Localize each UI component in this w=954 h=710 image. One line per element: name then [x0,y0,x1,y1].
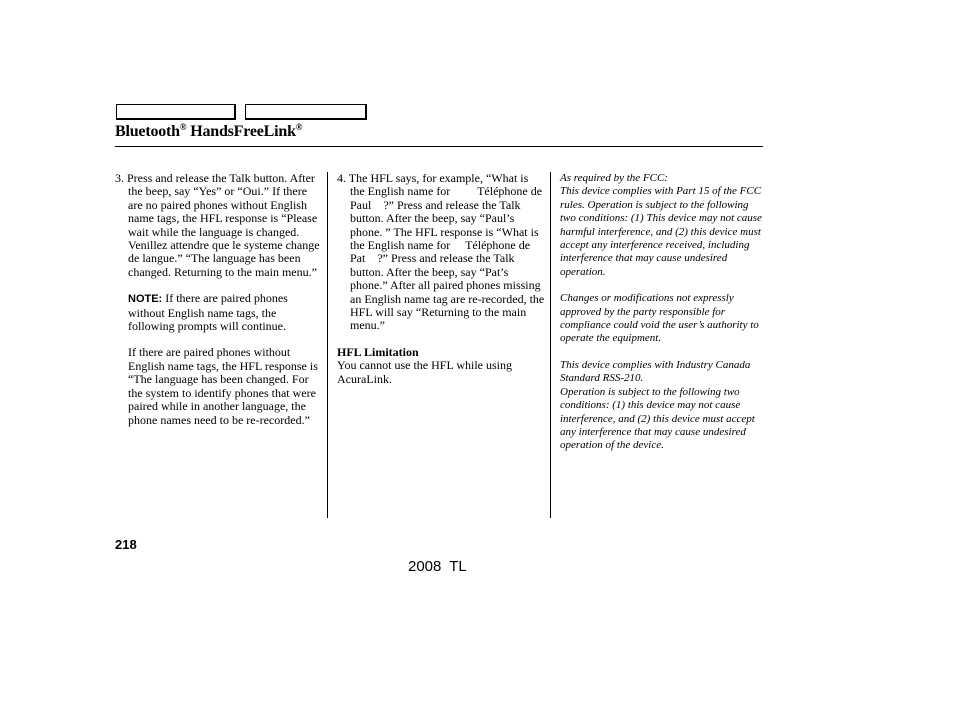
column-right [560,172,765,453]
header-tab-right [245,104,367,120]
column-divider [550,172,551,518]
step-3: 3. Press and release the Talk button. After the beep, say “Yes” or “Oui.” If there are no paired phones without English name tags, the HFL response is “Please wait while the language is changed. Venillez attendre que le systeme change de langue.” “The language has been changed. Returning to the main menu.” [115,171,320,279]
sub-heading: HFL Limitation [337,344,419,359]
note: NOTE: If there are paired phones without English name tags, the following prompts will continue. [128,291,288,334]
column-left [115,172,323,427]
column-divider [327,172,328,518]
changes-text: Changes or modifications not expressly approved by the party responsible for compliance could void the user’s authority to operate the equipment. [560,292,759,345]
canada-heading: This device complies with Industry Canada Standard RSS-210. [560,358,751,385]
page-number: 218 [115,537,137,552]
step-4: 4. The HFL says, for example, “What is the English name for Téléphone de Paul ?” Press and release the Talk button. After the beep, say “Paul’s phone. ” The HFL response is “What is the English name for Téléphone de Pat ?” Press and release the Talk button. After the beep, say “Pat’s phone.” After all paired phones missing an English name tag are re-recorded, the HFL will say “Returning to the main menu.” [337,171,545,333]
header-tab-left [116,104,236,120]
footer-model: 2008 TL [408,558,467,575]
limitation-text: You cannot use the HFL while using AcuraLink. [337,358,512,386]
paragraph: If there are paired phones without English name tags, the HFL response is “The language has been changed. For the system to identify phones that were paired while in another language, the phone names need to be re-recorded.” [128,345,318,427]
fcc-body: This device complies with Part 15 of the FCC rules. Operation is subject to the following two conditions: (1) This device may not cause harmful interference, and (2) this device must accept any interference received, including interference that may cause undesired operation. [560,185,762,278]
title-rule [115,146,763,147]
column-middle [337,172,545,386]
page-title: Bluetooth® HandsFreeLink® [115,122,303,140]
fcc-heading: As required by the FCC: [560,172,668,184]
canada-body: Operation is subject to the following two conditions: (1) this device may not cause interference, and (2) this device must accept any interference that may cause undesired operation of the device. [560,385,755,452]
